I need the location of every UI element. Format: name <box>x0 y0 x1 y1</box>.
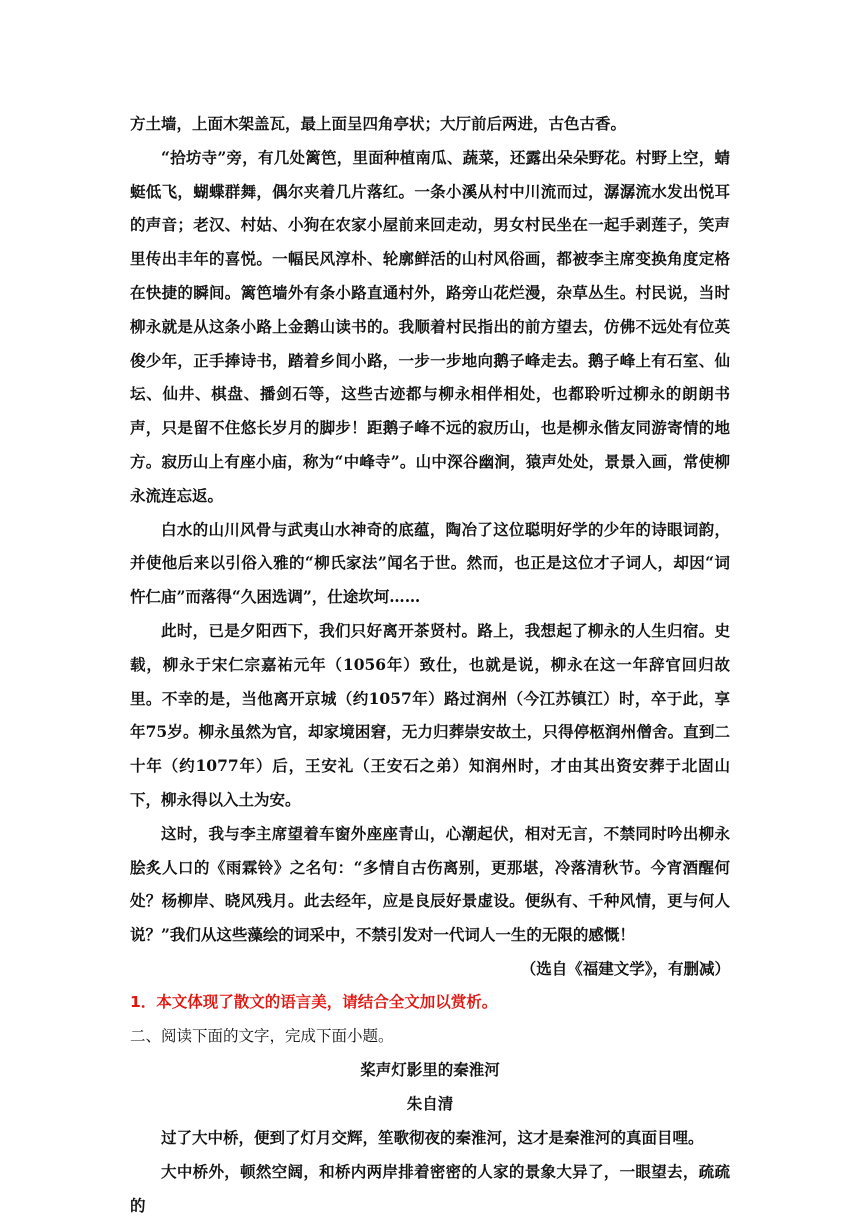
paragraph-history: 此时，已是夕阳西下，我们只好离开茶贤村。路上，我想起了柳永的人生归宿。史载，柳永于宋仁宗嘉祐元年（1056年）致仕，也就是说，柳永在这一年辞官回归故里。不幸的是，当他离开京城（约1057年）路过润州（今江苏镇江）时，卒于此，享年75岁。柳永虽然为官，却家境困窘，无力归葬崇安故土，只得停柩润州僧舍。直到二十年（约1077年）后，王安礼（王安石之弟）知润州时，才由其出资安葬于北固山下，柳永得以入土为安。 <box>130 620 730 809</box>
paragraph-poem: 这时，我与李主席望着车窗外座座青山，心潮起伏，相对无言，不禁同时吟出柳永脍炙人口的《雨霖铃》之名句：“多情自古伤离别，更那堪，冷落清秋节。今宵酒醒何处？杨柳岸、晓风残月。此去经年，应是良辰好景虚设。便纵有、千种风情，更与何人说？”我们从这些藻绘的词采中，不禁引发对一代词人一生的无限的感慨！ <box>130 823 730 945</box>
essay-author: 朱自清 <box>406 1094 454 1114</box>
question-1: 1．本文体现了散文的语言美，请结合全文加以赏析。 <box>130 992 498 1011</box>
essay-paragraph-2: 大中桥外，顿然空阔，和桥内两岸排着密密的人家的景象大异了，一眼望去，疏疏的 <box>130 1161 730 1215</box>
essay-title: 桨声灯影里的秦淮河 <box>360 1060 500 1080</box>
paragraph-village: “拾坊寺”旁，有几处篱笆，里面种植南瓜、蔬菜，还露出朵朵野花。村野上空，蜻蜓低飞，蝴蝶群舞，偶尔夹着几片落红。一条小溪从村中川流而过，潺潺流水发出悦耳的声音；老汉、村姑、小狗在农家小屋前来回走动，男女村民坐在一起手剥莲子，笑声里传出丰年的喜悦。一幅民风淳朴、轮廓鲜活的山村风俗画，都被李主席变换角度定格在快捷的瞬间。篱笆墙外有条小路直通村外，路旁山花烂漫，杂草丛生。村民说，当时柳永就是从这条小路上金鹅山读书的。我顺着村民指出的前方望去，仿佛不远处有位英俊少年，正手捧诗书，踏着乡间小路，一步一步地向鹅子峰走去。鹅子峰上有石室、仙坛、仙井、棋盘、播剑石等，这些古迹都与柳永相伴相处，也都聆听过柳永的朗朗书声，只是留不住悠长岁月的脚步！距鹅子峰不远的寂历山，也是柳永偕友同游寄情的地方。寂历山上有座小庙，称为“中峰寺”。山中深谷幽涧，猿声处处，景景入画，常使柳永流连忘返。 <box>130 147 730 505</box>
paragraph-landscape: 白水的山川风骨与武夷山水神奇的底蕴，陶冶了这位聪明好学的少年的诗眼词韵，并使他后来以引俗入雅的“柳氏家法”闻名于世。然而，也正是这位才子词人，却因“词忤仁庙”而落得“久困选调”，仕途坎坷…… <box>130 519 730 607</box>
paragraph-continuation: 方土墙，上面木架盖瓦，最上面呈四角亭状；大厅前后两进，古色古香。 <box>130 114 627 133</box>
essay-paragraph-1: 过了大中桥，便到了灯月交辉，笙歌彻夜的秦淮河，这才是秦淮河的真面目哩。 <box>161 1127 704 1147</box>
section-heading: 二、阅读下面的文字，完成下面小题。 <box>130 1026 394 1045</box>
source-citation: （选自《福建文学》，有删减） <box>520 958 730 978</box>
